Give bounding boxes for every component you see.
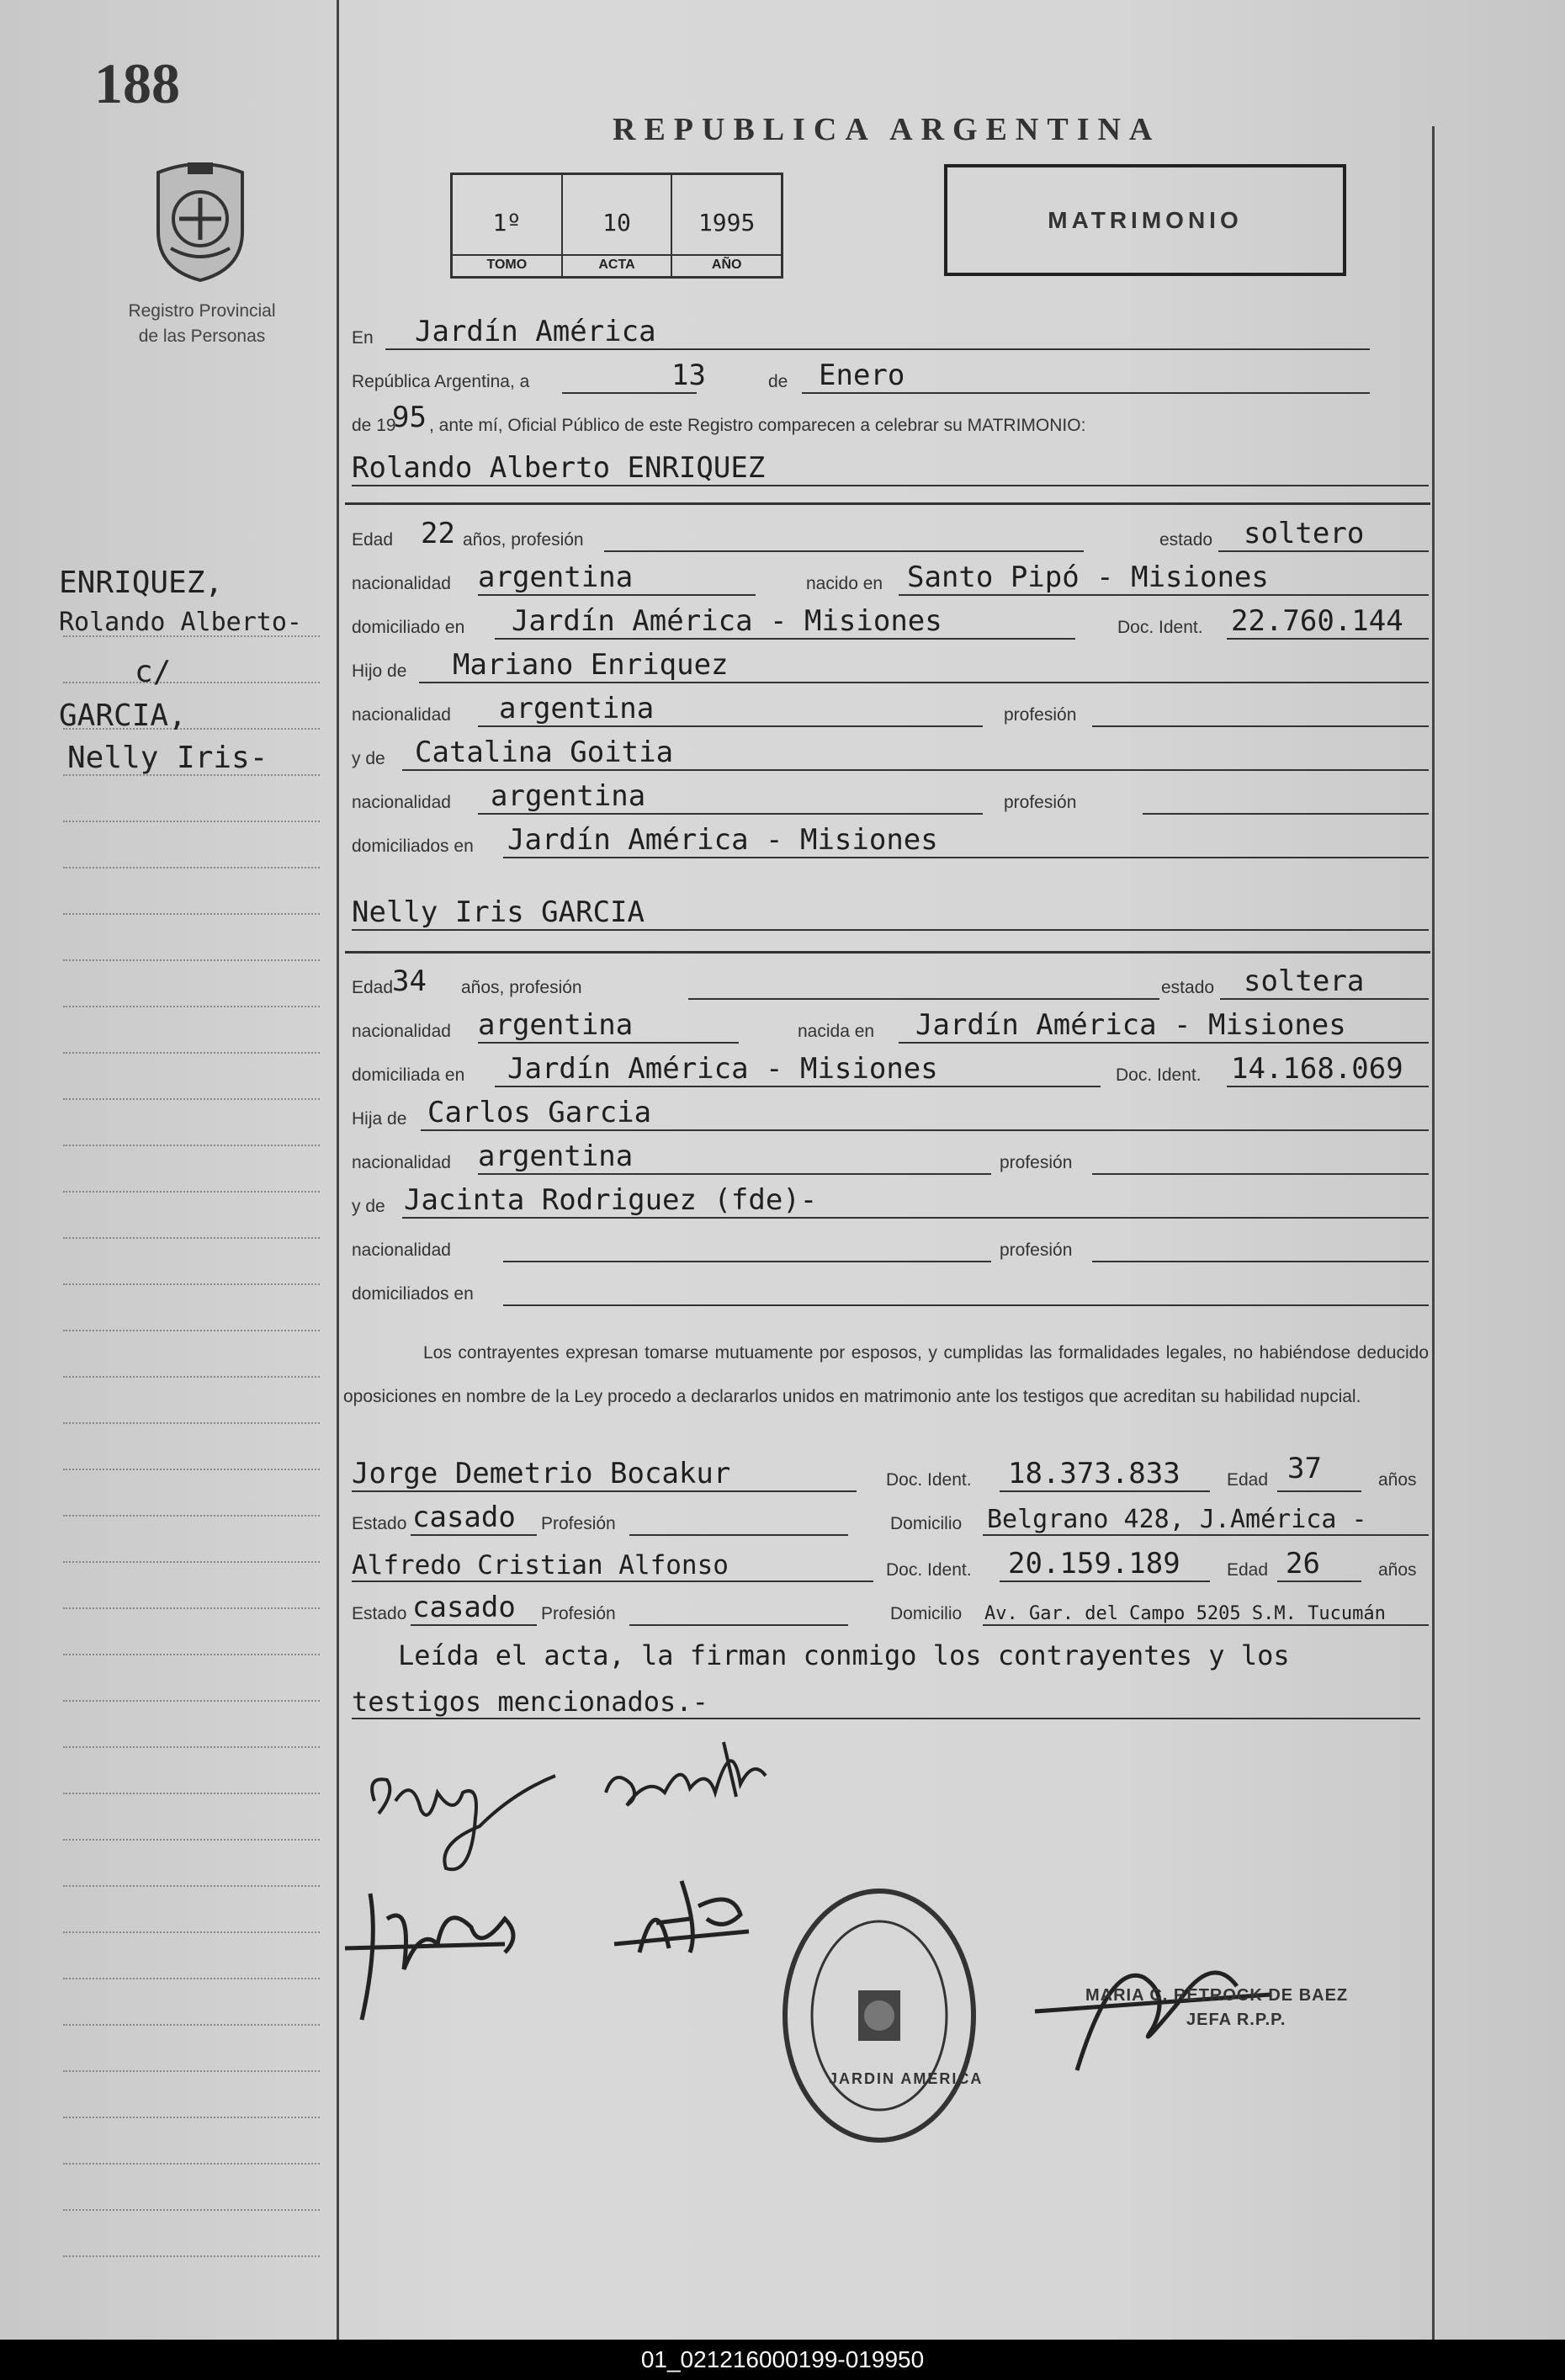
groom-edad-label: Edad	[352, 530, 394, 550]
witness2-estado-line	[411, 1624, 537, 1626]
row-groom-father	[352, 648, 1429, 685]
scan-id-footer: 01_021216000199-019950	[0, 2340, 1565, 2380]
year-cell	[672, 175, 781, 276]
bride-anos-profesion-label: años, profesión	[461, 978, 582, 997]
bride-parents-dom-line	[503, 1304, 1429, 1306]
month-line	[802, 392, 1370, 394]
witness2-signature	[606, 1873, 757, 1965]
witness1-estado-line	[411, 1534, 537, 1536]
groom-separator	[345, 502, 1430, 505]
groom-domicilio: Jardín América - Misiones	[512, 604, 942, 638]
registry-line-1: Registro Provincial	[128, 301, 276, 321]
tomo-value: 1º	[492, 209, 522, 236]
witness2-domicilio: Av. Gar. del Campo 5205 S.M. Tucumán	[984, 1603, 1386, 1624]
bride-mother-nac-line	[503, 1261, 991, 1262]
witness2-anos-label: años	[1378, 1560, 1417, 1580]
closing-line-1: Leída el acta, la firman conmigo los contrayentes y los	[398, 1639, 1290, 1671]
row-groom-age	[352, 517, 1429, 554]
groom-father-nac: argentina	[499, 692, 655, 725]
groom-father: Mariano Enriquez	[453, 648, 729, 682]
groom-doc-line	[1227, 638, 1429, 640]
witness1-profesion-label: Profesión	[541, 1514, 616, 1533]
bride-estado: soltera	[1244, 964, 1365, 998]
bride-name: Nelly Iris GARCIA	[352, 895, 645, 929]
witness2-profesion-line	[629, 1624, 848, 1626]
bride-father-prof-label: profesión	[1000, 1153, 1073, 1172]
row-witness1-estado	[352, 1501, 1429, 1538]
en-label: En	[352, 328, 374, 348]
stamp-text: JARDIN AMERICA	[829, 2070, 984, 2087]
bride-nac-label: nacionalidad	[352, 1022, 451, 1041]
acta-label: ACTA	[563, 254, 671, 273]
groom-dom-line	[495, 638, 1075, 640]
bride-separator	[345, 951, 1430, 954]
registry-line-2: de las Personas	[138, 327, 266, 346]
witness1-doc: 18.373.833	[1008, 1457, 1180, 1490]
bride-nacida-label: nacida en	[798, 1022, 875, 1041]
year-suffix: 95	[392, 401, 427, 434]
year-label: AÑO	[672, 254, 781, 273]
margin-note-line-2: Rolando Alberto-	[59, 608, 302, 637]
row-place	[352, 315, 1429, 352]
month-value: Enero	[819, 359, 905, 392]
witness1-doc-label: Doc. Ident.	[886, 1470, 972, 1490]
bride-doc-label: Doc. Ident.	[1116, 1065, 1202, 1085]
closing-line-2-rule	[352, 1718, 1420, 1719]
row-bride-name	[352, 895, 1429, 932]
margin-note-line-3: c/	[135, 655, 172, 689]
row-groom-name	[352, 451, 1429, 488]
row-bride-father-nat	[352, 1140, 1429, 1177]
bride-name-line	[352, 929, 1429, 931]
bride-nac-line	[478, 1042, 739, 1044]
witness2-estado: casado	[412, 1591, 516, 1624]
bride-dom-label: domiciliada en	[352, 1065, 465, 1085]
margin-note-line-1: ENRIQUEZ,	[59, 566, 224, 600]
bride-father-prof-line	[1092, 1173, 1429, 1175]
margin-note-line-5: Nelly Iris-	[67, 741, 268, 775]
row-bride-parents-dom	[352, 1274, 1429, 1308]
witness2-domicilio-line	[983, 1624, 1429, 1626]
year-value: 1995	[698, 209, 756, 236]
groom-father-prof-line	[1092, 725, 1429, 727]
bride-doc: 14.168.069	[1231, 1052, 1403, 1086]
row-groom-nat	[352, 560, 1429, 598]
groom-hijo-label: Hijo de	[352, 661, 407, 681]
bride-dom-line	[495, 1086, 1101, 1087]
acta-cell	[563, 175, 673, 276]
witness1-name: Jorge Demetrio Bocakur	[352, 1457, 731, 1490]
bride-mother: Jacinta Rodriguez (fde)-	[404, 1183, 818, 1217]
bride-hija-label: Hija de	[352, 1109, 407, 1129]
officer-stamp-line-2: JEFA R.P.P.	[1186, 2011, 1286, 2029]
tomo-acta-year-box	[450, 173, 783, 279]
witness1-domicilio: Belgrano 428, J.América -	[987, 1505, 1367, 1534]
witness2-doc: 20.159.189	[1008, 1547, 1180, 1580]
bride-mother-prof-line	[1092, 1261, 1429, 1262]
record-type-box: MATRIMONIO	[944, 164, 1346, 276]
row-witness1-name	[352, 1452, 1429, 1494]
row-groom-father-nat	[352, 692, 1429, 729]
day-value: 13	[671, 359, 706, 392]
official-round-stamp-icon	[778, 1885, 980, 2146]
row-date	[352, 359, 1429, 396]
groom-signature	[362, 1742, 564, 1885]
acta-value: 10	[602, 209, 631, 236]
groom-nacido-line	[899, 594, 1429, 596]
witness2-doc-label: Doc. Ident.	[886, 1560, 972, 1580]
groom-parents-dom-line	[503, 857, 1429, 858]
witness1-name-line	[352, 1490, 857, 1492]
groom-mother: Catalina Goitia	[415, 736, 674, 769]
intro-text: , ante mí, Oficial Público de este Registro comparecen a celebrar su MATRIMONIO:	[429, 416, 1086, 435]
groom-nacido: Santo Pipó - Misiones	[907, 560, 1269, 594]
row-closing-1	[352, 1641, 1429, 1675]
bride-father-nac-label: nacionalidad	[352, 1153, 451, 1172]
groom-doc-label: Doc. Ident.	[1117, 618, 1203, 637]
bride-father: Carlos Garcia	[427, 1096, 652, 1129]
groom-anos-profesion-label: años, profesión	[463, 530, 584, 550]
registry-name	[76, 299, 328, 349]
place-value: Jardín América	[415, 315, 656, 348]
witness2-domicilio-label: Domicilio	[890, 1604, 963, 1623]
groom-mother-line	[402, 769, 1429, 771]
groom-mother-nac-label: nacionalidad	[352, 793, 451, 812]
row-witness2-name	[352, 1547, 1429, 1584]
groom-father-nac-line	[478, 725, 983, 727]
groom-father-prof-label: profesión	[1004, 705, 1077, 725]
groom-dom-label: domiciliado en	[352, 618, 465, 637]
row-groom-dom	[352, 604, 1429, 641]
groom-mother-nac: argentina	[491, 779, 646, 813]
closing-line-2: testigos mencionados.-	[352, 1686, 708, 1718]
witness1-signature	[337, 1868, 538, 2028]
witness1-domicilio-label: Domicilio	[890, 1514, 963, 1533]
groom-profesion-line	[604, 550, 1084, 552]
groom-mother-nac-line	[478, 813, 983, 815]
groom-parents-dom-label: domiciliados en	[352, 837, 474, 856]
groom-doc: 22.760.144	[1231, 604, 1403, 638]
province-crest-icon	[141, 156, 259, 282]
place-line	[385, 348, 1370, 350]
groom-father-nac-label: nacionalidad	[352, 705, 451, 725]
witness1-anos-label: años	[1378, 1470, 1417, 1490]
bride-yde-label: y de	[352, 1197, 385, 1216]
de-label: de	[768, 372, 788, 391]
witness1-estado-label: Estado	[352, 1514, 407, 1533]
row-groom-parents-dom	[352, 823, 1429, 860]
groom-nacido-label: nacido en	[806, 574, 883, 593]
witness2-estado-label: Estado	[352, 1604, 407, 1623]
row-bride-dom	[352, 1052, 1429, 1089]
groom-name-line	[352, 485, 1429, 486]
groom-mother-prof-line	[1143, 813, 1429, 815]
witness2-name: Alfredo Cristian Alfonso	[352, 1550, 729, 1580]
bride-estado-line	[1220, 998, 1429, 1000]
bride-father-nac-line	[478, 1173, 991, 1175]
folio-number: 188	[94, 51, 180, 115]
groom-estado-line	[1218, 550, 1429, 552]
bride-nacionalidad: argentina	[478, 1008, 634, 1042]
row-witness2-estado	[352, 1591, 1429, 1628]
groom-estado-label: estado	[1159, 530, 1213, 550]
tomo-cell	[453, 175, 563, 276]
row-groom-mother-nat	[352, 779, 1429, 816]
groom-father-line	[419, 682, 1429, 683]
groom-mother-prof-label: profesión	[1004, 793, 1077, 812]
witness2-doc-line	[1000, 1580, 1210, 1582]
witness1-doc-line	[1000, 1490, 1210, 1492]
bride-nacida: Jardín América - Misiones	[915, 1008, 1346, 1042]
witness2-profesion-label: Profesión	[541, 1604, 616, 1623]
bride-doc-line	[1227, 1086, 1429, 1087]
witness2-edad: 26	[1286, 1547, 1320, 1580]
groom-parents-domicilio: Jardín América - Misiones	[507, 823, 938, 857]
tomo-label: TOMO	[453, 254, 561, 273]
row-bride-father	[352, 1096, 1429, 1133]
row-groom-mother	[352, 736, 1429, 773]
bride-estado-label: estado	[1161, 978, 1215, 997]
witness2-edad-label: Edad	[1227, 1560, 1269, 1580]
bride-edad: 34	[392, 964, 427, 998]
row-bride-age	[352, 964, 1429, 1001]
bride-mother-nac-label: nacionalidad	[352, 1240, 451, 1260]
bride-mother-line	[402, 1217, 1429, 1219]
bride-nacida-line	[899, 1042, 1429, 1044]
witness1-domicilio-line	[983, 1534, 1429, 1536]
row-bride-mother	[352, 1183, 1429, 1220]
bride-father-nac: argentina	[478, 1140, 634, 1173]
groom-nac-label: nacionalidad	[352, 574, 451, 593]
year-prefix: de 19	[352, 416, 396, 435]
groom-edad: 22	[421, 517, 455, 550]
row-bride-nat	[352, 1008, 1429, 1045]
bride-edad-label: Edad	[352, 978, 394, 997]
bride-father-line	[421, 1129, 1429, 1131]
row-year-text	[352, 401, 1429, 439]
bride-mother-prof-label: profesión	[1000, 1240, 1073, 1260]
bride-parents-dom-label: domiciliados en	[352, 1284, 474, 1304]
republica-label: República Argentina, a	[352, 372, 530, 391]
officer-stamp-line-1: MARIA C. RETROCK DE BAEZ	[1085, 1986, 1349, 2005]
document-title: REPUBLICA ARGENTINA	[613, 112, 1161, 147]
groom-yde-label: y de	[352, 749, 385, 768]
row-closing-2	[352, 1687, 1429, 1721]
groom-estado: soltero	[1244, 517, 1365, 550]
groom-name: Rolando Alberto ENRIQUEZ	[352, 451, 766, 485]
row-bride-mother-nat	[352, 1230, 1429, 1264]
witness1-edad-label: Edad	[1227, 1470, 1269, 1490]
witness1-profesion-line	[629, 1534, 848, 1536]
witness1-edad-line	[1277, 1490, 1361, 1492]
witness1-edad: 37	[1287, 1452, 1322, 1485]
witness1-estado: casado	[412, 1501, 516, 1534]
groom-nacionalidad: argentina	[478, 560, 634, 594]
declaration-paragraph: Los contrayentes expresan tomarse mutuamente por esposos, y cumplidas las formalidades legales, no habiéndose deducido oposiciones en nombre de la Ley procedo a declararlos unidos en matrimonio ante los testigos que acreditan su habilidad nupcial.	[343, 1343, 1429, 1406]
bride-domicilio: Jardín América - Misiones	[507, 1052, 938, 1086]
bride-signature	[597, 1725, 782, 1818]
margin-note-line-4: GARCIA,	[59, 699, 187, 733]
day-line	[562, 392, 697, 394]
right-border	[1432, 126, 1435, 2340]
officer-stamp	[1085, 1986, 1348, 2030]
witness2-name-line	[352, 1580, 873, 1582]
bride-profesion-line	[688, 998, 1159, 1000]
groom-nac-line	[478, 594, 756, 596]
witness2-edad-line	[1277, 1580, 1361, 1582]
